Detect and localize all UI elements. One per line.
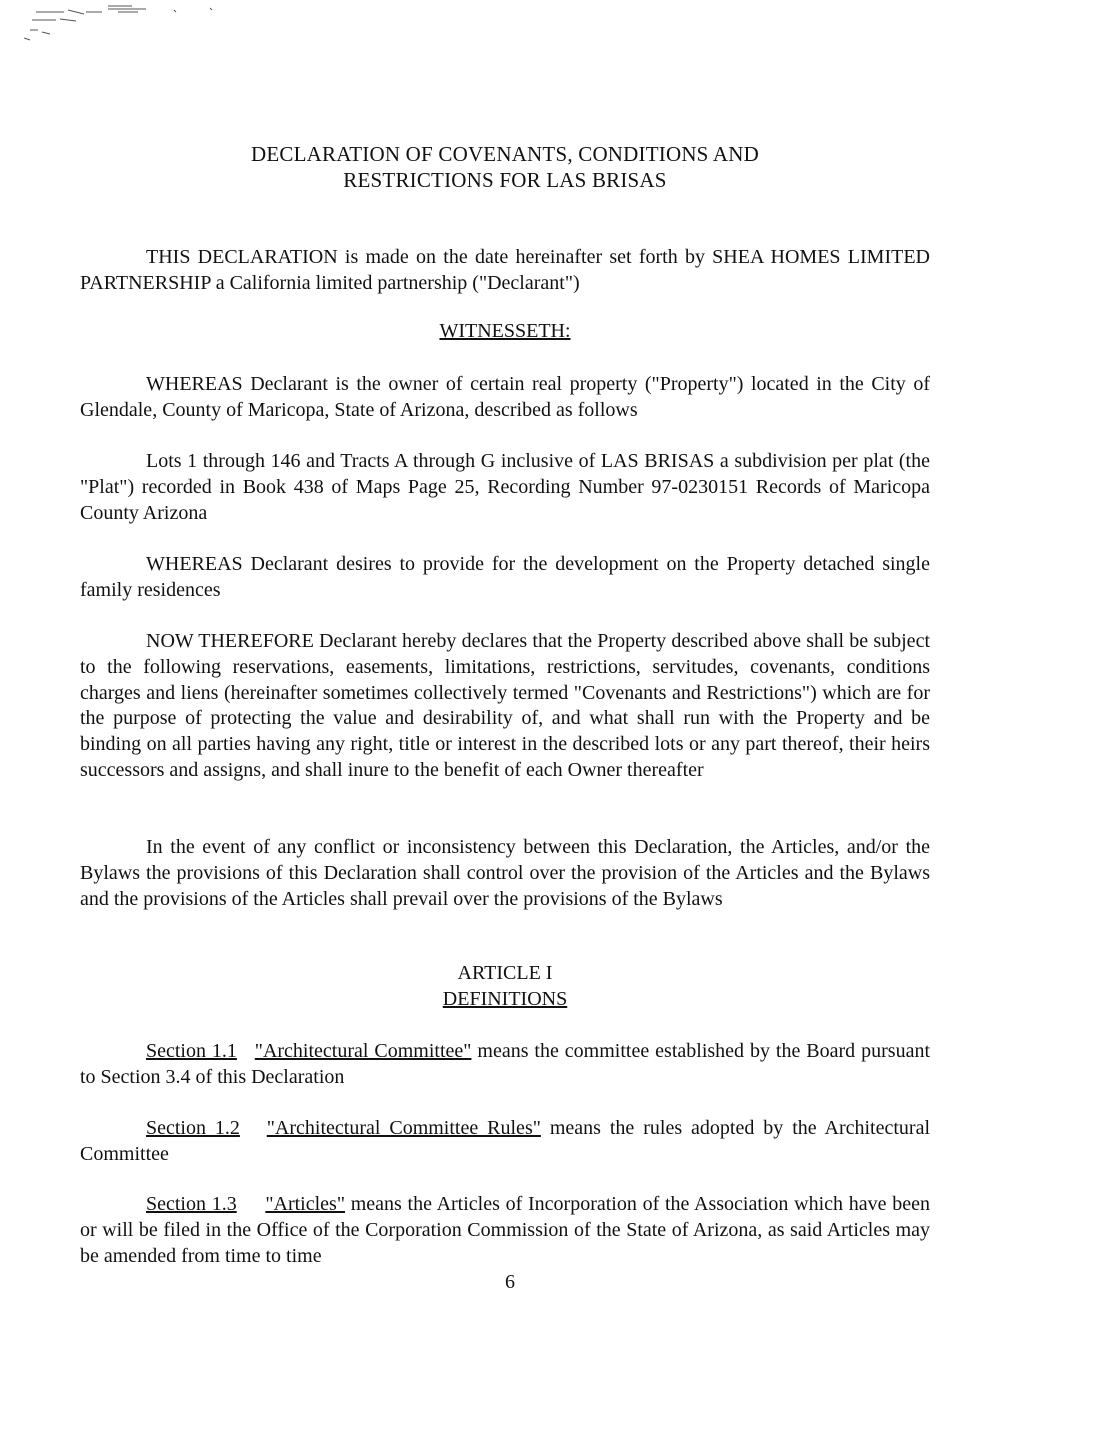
section-1-1: [80, 1039, 930, 1091]
article-heading: DEFINITIONS: [442, 988, 568, 1010]
document-title-line-2: RESTRICTIONS FOR LAS BRISAS: [343, 168, 667, 192]
intro-paragraph: THIS DECLARATION is made on the date hereinafter set forth by SHEA HOMES LIMITED PARTNERSHIP a California limited partnership ("Declarant"): [80, 246, 930, 294]
section-label: Section 1.3: [146, 1193, 237, 1215]
property-description-paragraph: Lots 1 through 146 and Tracts A through G inclusive of LAS BRISAS a subdivision per plat (the "Plat") recorded in Book 438 of Maps Page 25, Recording Number 97-0230151 Records of Maricopa County Arizona: [80, 450, 930, 524]
document-title-line-1: DECLARATION OF COVENANTS, CONDITIONS AND: [251, 142, 759, 166]
page-number: 6: [505, 1271, 515, 1293]
section-text: means the rules adopted by the Architectural Committee: [80, 1117, 930, 1165]
defined-term: "Architectural Committee": [254, 1040, 472, 1062]
defined-term: "Architectural Committee Rules": [266, 1117, 541, 1139]
section-1-2: [80, 1116, 930, 1168]
defined-term: "Articles": [265, 1193, 345, 1215]
conflict-paragraph: In the event of any conflict or inconsistency between this Declaration, the Articles, and/or the Bylaws the provisions of this Declaration shall control over the provision of the Articles and the Bylaws and the provisions of the Articles shall prevail over the provisions of the Bylaws: [80, 836, 930, 910]
now-therefore-paragraph: NOW THEREFORE Declarant hereby declares that the Property described above shall be subject to the following reservations, easements, limitations, restrictions, servitudes, covenants, conditions charges and liens (hereinafter sometimes collectively termed "Covenants and Restrictions") which are for the purpose of protecting the value and desirability of, and what shall run with the Property and be binding on all parties having any right, title or interest in the described lots or any part thereof, their heirs successors and assigns, and shall inure to the benefit of each Owner thereafter: [80, 630, 930, 781]
section-text: means the Articles of Incorporation of the Association which have been or will be filed in the Office of the Corporation Commission of the State of Arizona, as said Articles may be amended from time to time: [80, 1193, 930, 1267]
witnesseth-heading: WITNESSETH:: [439, 320, 571, 342]
section-text: means the committee established by the Board pursuant to Section 3.4 of this Declaration: [80, 1040, 931, 1088]
section-label: Section 1.2: [146, 1117, 240, 1139]
section-label: Section 1.1: [146, 1040, 237, 1062]
section-1-3: [80, 1192, 930, 1269]
whereas-paragraph-2: WHEREAS Declarant desires to provide for the development on the Property detached single family residences: [80, 553, 930, 601]
article-number: ARTICLE I: [457, 962, 553, 984]
whereas-paragraph-1: WHEREAS Declarant is the owner of certain real property ("Property") located in the City of Glendale, County of Maricopa, State of Arizona, described as follows: [80, 373, 930, 421]
